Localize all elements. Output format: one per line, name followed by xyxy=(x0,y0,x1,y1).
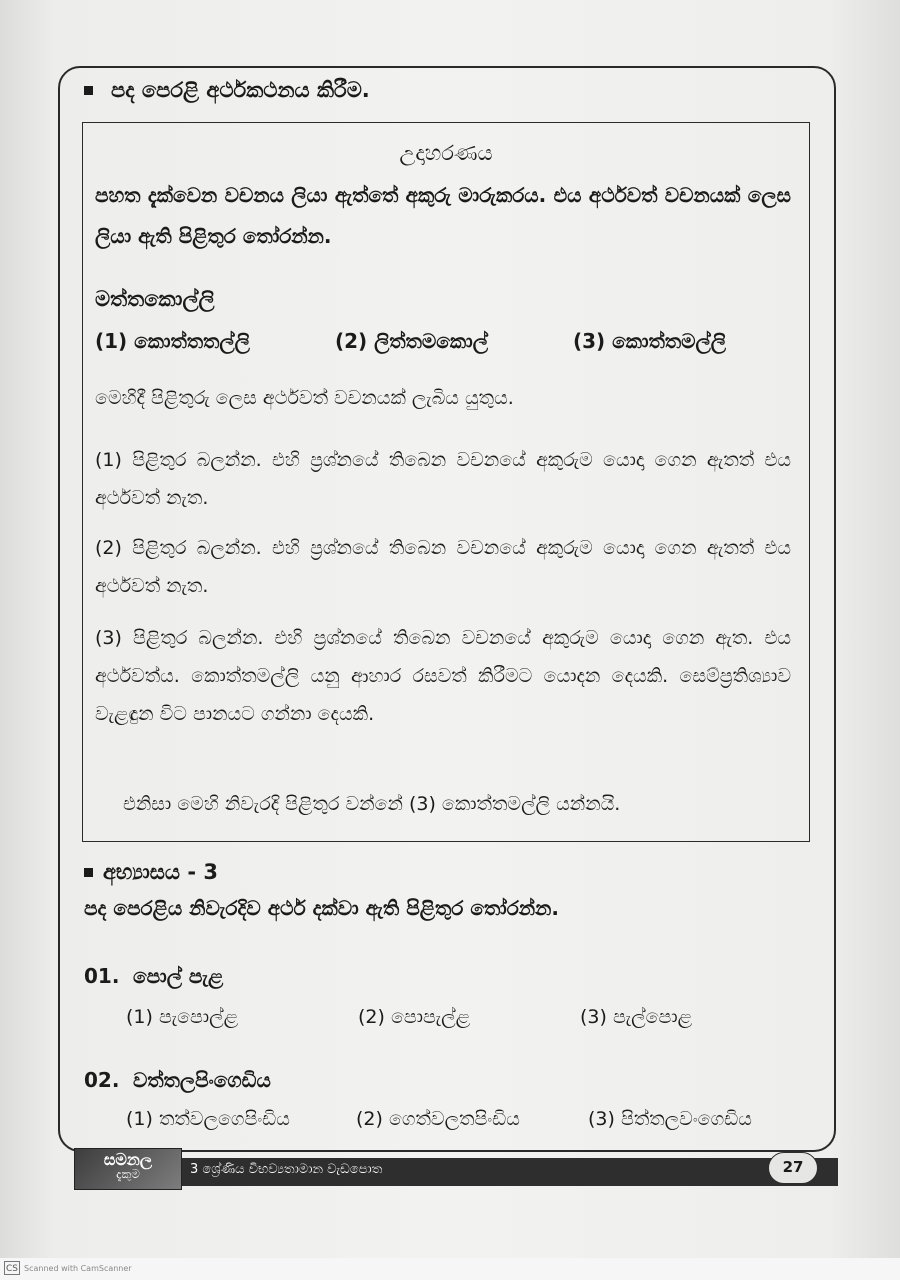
question-number: 01. xyxy=(84,964,120,988)
example-conclusion: එනිසා මෙහි නිවැරදි පිළිතුර වන්නේ (3) කොත්තමල්ලි යන්නයි. xyxy=(123,793,621,815)
square-bullet-icon xyxy=(84,868,93,877)
logo-line-2: දැකුම xyxy=(116,1167,140,1181)
publisher-logo xyxy=(74,1148,182,1190)
scanner-watermark: Scanned with CamScanner xyxy=(24,1264,132,1273)
square-bullet-icon xyxy=(84,86,93,95)
book-title: 3 ශ්‍රේණිය විභව්‍යතාමාන වැඩපොත xyxy=(190,1162,383,1177)
question-number: 02. xyxy=(84,1068,120,1092)
camscanner-icon: CS xyxy=(4,1261,20,1275)
scanner-strip xyxy=(0,1258,900,1280)
logo-line-1: සමනල xyxy=(103,1150,153,1169)
question-2 xyxy=(84,1068,271,1092)
page-footer xyxy=(60,1148,838,1190)
exercise-instruction: පද පෙරළිය නිවැරදිව අර්ථ දක්වා ඇති පිළිතුර තෝරන්න. xyxy=(84,896,559,920)
section-heading-text: පද පෙරළි අර්ථකථනය කිරීම. xyxy=(111,78,370,102)
explanation-3: (3) පිළිතුර බලන්න. එහි ප්‍රශ්නයේ තිබෙන වචනයේ අකුරුම යොදා ගෙන ඇත. එය අර්ථවත්ය. කොත්තමල්ලි යනු ආහාර රසවත් කිරීමට යොදන දෙයකි. සෙම්ප්‍රතිශ්‍යාව වැළඳුන විට පානයට ගන්නා දෙයකි. xyxy=(95,627,791,725)
example-word: මත්තකොල්ලි xyxy=(95,287,215,311)
exercise-heading xyxy=(84,860,218,885)
example-option-3: (3) කොත්තමල්ලි xyxy=(573,329,726,353)
explanation-2: (2) පිළිතුර බලන්න. එහි ප්‍රශ්නයේ තිබෙන වචනයේ අකුරුම යොදා ගෙන ඇතත් එය අර්ථවත් නැත. xyxy=(95,537,791,597)
example-box xyxy=(82,122,810,842)
explanation-1: (1) පිළිතුර බලන්න. එහි ප්‍රශ්නයේ තිබෙන වචනයේ අකුරුම යොදා ගෙන ඇතත් එය අර්ථවත් නැත. xyxy=(95,449,791,509)
q2-option-3[interactable]: (3) පිත්තලවංගෙඩිය xyxy=(588,1108,752,1130)
example-title: උදාහරණය xyxy=(399,141,493,165)
q1-option-3[interactable]: (3) පැල්පොළ xyxy=(580,1006,693,1028)
section-heading xyxy=(84,78,370,103)
page-number: 27 xyxy=(768,1152,818,1184)
example-option-2: (2) ලිත්තමකොල් xyxy=(335,329,488,353)
example-option-1: (1) කොත්තතල්ලි xyxy=(95,329,250,353)
example-note: මෙහිදී පිළිතුරු ලෙස අර්ථවත් වචනයක් ලැබිය යුතුය. xyxy=(95,387,514,409)
q2-option-2[interactable]: (2) ගෙත්වලතපිංඩිය xyxy=(356,1108,520,1130)
q1-option-1[interactable]: (1) පැපොල්ළ xyxy=(126,1006,239,1028)
question-word: පොල් පැළ xyxy=(132,964,224,988)
question-1 xyxy=(84,964,223,988)
question-word: වත්තලපිංගෙඩිය xyxy=(132,1068,271,1092)
exercise-heading-text: අභ්‍යාසය - 3 xyxy=(103,860,218,884)
q2-option-1[interactable]: (1) තත්වලගෙපිංඩිය xyxy=(126,1108,290,1130)
q1-option-2[interactable]: (2) පොපැල්ළ xyxy=(358,1006,471,1028)
example-instruction: පහත දැක්වෙන වචනය ලියා ඇත්තේ අකුරු මාරුකරය. එය අර්ථවත් වචනයක් ලෙස ලියා ඇති පිළිතුර තෝරන්න. xyxy=(95,183,791,248)
